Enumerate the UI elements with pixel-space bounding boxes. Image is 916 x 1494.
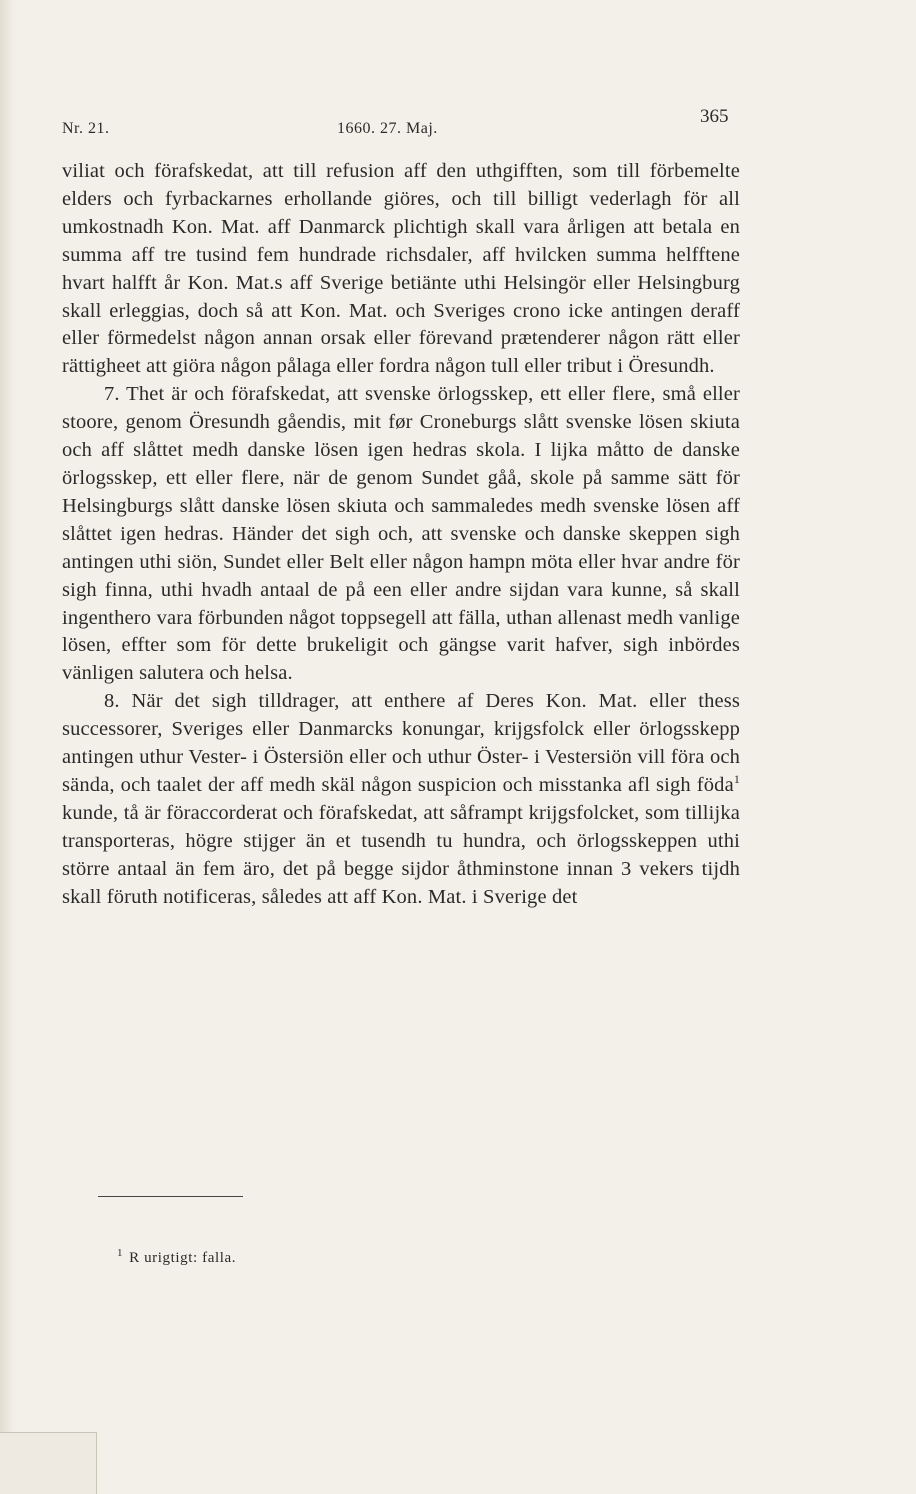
- paragraph-8-part-2: kunde, tå är föraccorderat och förafskedat, att såframpt krijgsfolcket, som tillijka transporteras, högre stijger än et tusendh tu hundra, och örlogsskeppen uthi större antaal än fem äro, det på begge sijdor åthminstone innan 3 vekers tijdh skall föruth notificeras, således att aff Kon. Mat. i Sverige det: [62, 801, 740, 908]
- footnote-text: R urigtigt: falla.: [129, 1250, 237, 1266]
- page-number: 365: [700, 106, 729, 127]
- running-header: [62, 106, 740, 140]
- paragraph-7: 7. Thet är och förafskedat, att svenske örlogsskep, ett eller flere, små eller stoore, genom Öresundh gåendis, mit før Croneburgs slått svenske lösen skiuta och aff slåttet medh danske lösen igen hedras skola. I lijka måtto de danske örlogsskep, ett eller flere, när de genom Sundet gåå, skole på samme sätt för Helsingburgs slått danske lösen skiuta och sammaledes medh svenske lösen aff slåttet igen hedras. Händer det sigh och, att svenske och danske skeppen sigh antingen uthi siön, Sundet eller Belt eller någon hampn möta eller hvar andre för sigh finna, uthi hvadh antaal de på een eller andre sijdan vara kunne, så skall ingenthero vara förbunden något toppsegell att fälla, uthan allenast medh vanlige lösen, effter som för dette brukeligit och gängse varit hafver, sigh inbördes vänligen salutera och helsa.: [62, 383, 740, 685]
- footnote-reference[interactable]: 1: [733, 772, 740, 787]
- page-edge-shadow: [0, 0, 14, 1493]
- document-number: Nr. 21.: [62, 120, 110, 137]
- footnote-mark: 1: [117, 1247, 124, 1259]
- paragraph-8-part-1: 8. När det sigh tilldrager, att enthere af Deres Kon. Mat. eller thess successorer, Sveriges eller Danmarcks konungar, krijgsfolck eller örlogsskepp antingen uthur Vester- i Östersiön eller och uthur Öster- i Vestersiön vill föra och sända, och taalet der aff medh skäl någon suspicion och misstanka afl sigh föda: [62, 690, 740, 796]
- footnote: [117, 1247, 236, 1267]
- main-text: [62, 158, 740, 911]
- footnote-separator: [98, 1196, 243, 1197]
- paragraph-6-continuation: viliat och förafskedat, att till refusion aff den uthgifften, som till förbemelte elders och fyrbackarnes erhollande giöres, och till billigt vederlagh för all umkostnadh Kon. Mat. aff Danmarck plichtigh skall vara årligen att betala en summa aff tre tusind fem hundrade richsdaler, aff hvilcken summa helfftene hvart halfft år Kon. Mat.s aff Sverige betiänte uthi Helsingör eller Helsingburg skall erleggias, doch så att Kon. Mat. och Sveriges crono icke antingen deraff eller förmedelst någon annan orsak eller förevand prætenderer någon rätt eller rättigheet att giöra någon pålaga eller fordra någon tull eller tribut i Öresundh.: [62, 160, 740, 378]
- header-date: 1660. 27. Maj.: [337, 120, 438, 137]
- paragraph-8: [62, 688, 740, 911]
- page-corner-fold: [0, 1432, 97, 1494]
